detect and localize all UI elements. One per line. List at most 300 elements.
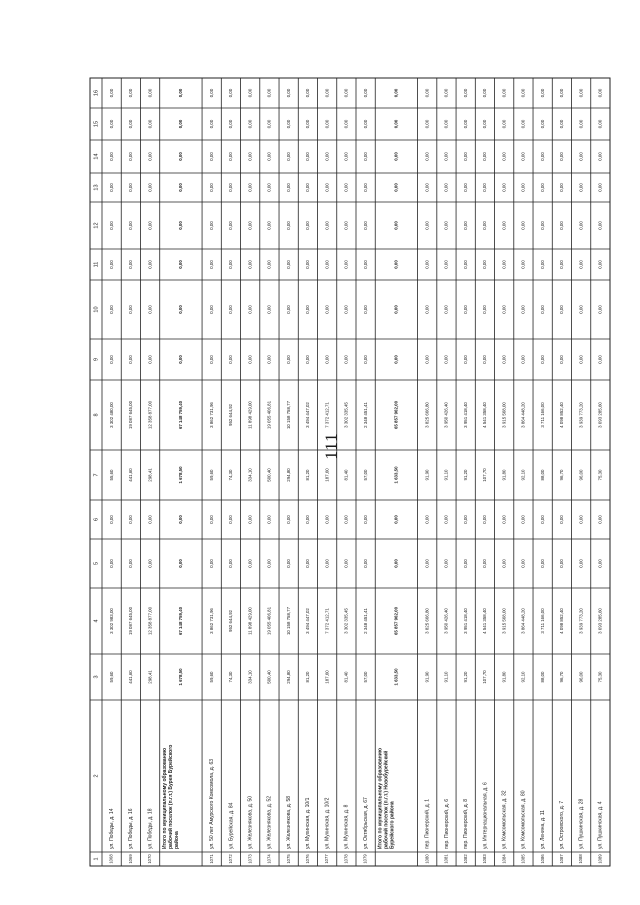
row-address: ул. Комсомольская, д. 80 bbox=[520, 790, 527, 849]
cell-col-10: 0,00 bbox=[482, 305, 488, 314]
cell-col-14: 0,00 bbox=[247, 152, 253, 161]
cell-col-11: 0,00 bbox=[343, 260, 349, 269]
cell-col-13: 0,00 bbox=[443, 183, 449, 192]
cell-col-14: 0,00 bbox=[362, 152, 368, 161]
cell-col-8: 3 494 447,02 bbox=[305, 402, 311, 428]
cell-col-8: 2 348 451,41 bbox=[362, 402, 368, 428]
cell-col-7: 81,40 bbox=[343, 469, 349, 481]
cell-col-9: 0,00 bbox=[520, 355, 526, 364]
cell-col-12: 0,00 bbox=[539, 221, 545, 230]
cell-col-13: 0,00 bbox=[482, 183, 488, 192]
cell-col-9: 0,00 bbox=[443, 355, 449, 364]
cell-col-16: 0,00 bbox=[266, 88, 272, 98]
cell-col-10: 0,00 bbox=[343, 305, 349, 314]
cell-col-14: 0,00 bbox=[462, 152, 468, 161]
row-address: ул. Победы, д. 18 bbox=[147, 808, 154, 849]
cell-col-7: 1 678,50 bbox=[178, 466, 184, 484]
cell-col-3: 75,30 bbox=[597, 671, 603, 683]
cell-col-4: 10 158 758,77 bbox=[285, 606, 291, 636]
cell-col-8: 4 541 358,40 bbox=[482, 402, 488, 428]
cell-col-15: 0,00 bbox=[597, 119, 603, 129]
cell-col-12: 0,00 bbox=[393, 221, 399, 230]
row-id: 1072 bbox=[228, 854, 234, 864]
cell-col-6: 0,00 bbox=[208, 515, 214, 524]
cell-col-10: 0,00 bbox=[228, 305, 234, 314]
cell-col-6: 0,00 bbox=[578, 515, 584, 524]
cell-col-16: 0,00 bbox=[324, 88, 330, 98]
cell-col-10: 0,00 bbox=[443, 305, 449, 314]
cell-col-13: 0,00 bbox=[362, 183, 368, 192]
row-address: ул. Интернациональная, д. 6 bbox=[482, 782, 489, 849]
cell-col-5: 0,00 bbox=[424, 559, 430, 568]
cell-col-8: 65 857 962,00 bbox=[393, 400, 399, 430]
row-id: 1089 bbox=[597, 854, 603, 864]
cell-col-3: 107,70 bbox=[482, 670, 488, 684]
row-address: ул. Железнякова, д. 58 bbox=[285, 795, 292, 849]
cell-col-15: 0,00 bbox=[559, 119, 565, 129]
cell-col-16: 0,00 bbox=[228, 88, 234, 98]
cell-col-4: 7 372 412,71 bbox=[324, 608, 330, 634]
cell-col-16: 0,00 bbox=[424, 88, 430, 98]
cell-col-15: 0,00 bbox=[208, 119, 214, 129]
cell-col-13: 0,00 bbox=[597, 183, 603, 192]
cell-col-12: 0,00 bbox=[324, 221, 330, 230]
cell-col-5: 0,00 bbox=[578, 559, 584, 568]
cell-col-15: 0,00 bbox=[443, 119, 449, 129]
cell-col-8: 11 898 429,00 bbox=[247, 401, 253, 429]
cell-col-16: 0,00 bbox=[597, 88, 603, 98]
cell-col-6: 0,00 bbox=[482, 515, 488, 524]
cell-col-6: 0,00 bbox=[362, 515, 368, 524]
cell-col-3: 92,10 bbox=[520, 671, 526, 683]
cell-col-12: 0,00 bbox=[443, 221, 449, 230]
cell-col-16: 0,00 bbox=[362, 88, 368, 98]
cell-col-7: 59,60 bbox=[208, 469, 214, 481]
cell-col-13: 0,00 bbox=[208, 183, 214, 192]
row-id: 1078 bbox=[343, 854, 349, 864]
cell-col-13: 0,00 bbox=[559, 183, 565, 192]
cell-col-5: 0,00 bbox=[285, 559, 291, 568]
cell-col-10: 0,00 bbox=[247, 305, 253, 314]
cell-col-5: 0,00 bbox=[362, 559, 368, 568]
cell-col-7: 57,00 bbox=[362, 469, 368, 481]
cell-col-7: 500,40 bbox=[266, 468, 272, 482]
cell-col-7: 1 633,50 bbox=[393, 466, 399, 484]
row-id: 1079 bbox=[362, 854, 368, 864]
cell-col-3: 57,00 bbox=[362, 671, 368, 683]
cell-col-15: 0,00 bbox=[108, 119, 114, 129]
cell-col-15: 0,00 bbox=[147, 119, 153, 129]
cell-col-12: 0,00 bbox=[462, 221, 468, 230]
cell-col-12: 0,00 bbox=[362, 221, 368, 230]
column-header-6: 6 bbox=[93, 517, 100, 522]
cell-col-3: 59,60 bbox=[208, 671, 214, 683]
cell-col-12: 0,00 bbox=[597, 221, 603, 230]
cell-col-3: 187,60 bbox=[324, 670, 330, 684]
cell-col-3: 91,20 bbox=[462, 671, 468, 683]
row-address: Итого по муниципальному образованию bbox=[162, 747, 169, 849]
row-id: 1069 bbox=[127, 854, 133, 864]
cell-col-11: 0,00 bbox=[147, 260, 153, 269]
column-header-7: 7 bbox=[93, 473, 100, 477]
cell-col-8: 7 372 412,71 bbox=[324, 402, 330, 428]
cell-col-11: 0,00 bbox=[424, 260, 430, 269]
page-number: 111 bbox=[321, 432, 341, 460]
row-id: 1076 bbox=[305, 854, 311, 864]
cell-col-14: 0,00 bbox=[482, 152, 488, 161]
cell-col-15: 0,00 bbox=[266, 119, 272, 129]
cell-col-11: 0,00 bbox=[208, 260, 214, 269]
cell-col-5: 0,00 bbox=[266, 559, 272, 568]
cell-col-13: 0,00 bbox=[462, 183, 468, 192]
cell-col-15: 0,00 bbox=[285, 119, 291, 129]
row-address: пер. Пионерский, д. 1 bbox=[424, 798, 431, 849]
cell-col-15: 0,00 bbox=[305, 119, 311, 129]
cell-col-9: 0,00 bbox=[501, 355, 507, 364]
cell-col-14: 0,00 bbox=[539, 152, 545, 161]
cell-col-4: 11 898 429,00 bbox=[247, 607, 253, 635]
cell-col-13: 0,00 bbox=[578, 183, 584, 192]
cell-col-11: 0,00 bbox=[108, 260, 114, 269]
cell-col-16: 0,00 bbox=[178, 88, 184, 98]
cell-col-3: 96,70 bbox=[559, 671, 565, 683]
cell-col-3: 81,40 bbox=[343, 671, 349, 683]
cell-col-4: 3 951 418,40 bbox=[462, 608, 468, 634]
cell-col-15: 0,00 bbox=[501, 119, 507, 129]
cell-col-4: 19 087 645,00 bbox=[128, 606, 134, 636]
cell-col-16: 0,00 bbox=[343, 88, 349, 98]
cell-col-3: 1 633,50 bbox=[393, 668, 399, 686]
row-address: ул. Мухинская, д. 10/2 bbox=[324, 797, 331, 849]
cell-col-7: 74,30 bbox=[228, 469, 234, 481]
cell-col-3: 1 678,50 bbox=[178, 668, 184, 686]
row-address: ул. Победы, д. 14 bbox=[108, 808, 115, 849]
cell-col-14: 0,00 bbox=[147, 152, 153, 161]
cell-col-8: 10 158 758,77 bbox=[285, 400, 291, 430]
cell-col-10: 0,00 bbox=[128, 305, 134, 314]
cell-col-6: 0,00 bbox=[597, 515, 603, 524]
cell-col-5: 0,00 bbox=[324, 559, 330, 568]
cell-col-10: 0,00 bbox=[208, 305, 214, 314]
cell-col-4: 4 541 358,40 bbox=[482, 608, 488, 634]
cell-col-13: 0,00 bbox=[228, 183, 234, 192]
cell-col-16: 0,00 bbox=[305, 88, 311, 98]
cell-col-7: 91,90 bbox=[424, 469, 430, 481]
cell-col-15: 0,00 bbox=[393, 119, 399, 129]
cell-col-11: 0,00 bbox=[597, 260, 603, 269]
cell-col-15: 0,00 bbox=[247, 119, 253, 129]
cell-col-13: 0,00 bbox=[305, 183, 311, 192]
cell-col-14: 0,00 bbox=[178, 152, 184, 161]
cell-col-15: 0,00 bbox=[482, 119, 488, 129]
cell-col-14: 0,00 bbox=[108, 152, 114, 161]
column-header-10: 10 bbox=[93, 306, 100, 313]
cell-col-14: 0,00 bbox=[285, 152, 291, 161]
cell-col-9: 0,00 bbox=[462, 355, 468, 364]
cell-col-5: 0,00 bbox=[247, 559, 253, 568]
row-id: 1085 bbox=[520, 854, 526, 864]
cell-col-11: 0,00 bbox=[578, 260, 584, 269]
cell-col-7: 91,20 bbox=[462, 469, 468, 481]
cell-col-8: 3 711 166,00 bbox=[539, 402, 545, 428]
cell-col-12: 0,00 bbox=[343, 221, 349, 230]
row-id: 1081 bbox=[443, 854, 449, 864]
cell-col-10: 0,00 bbox=[424, 305, 430, 314]
column-header-5: 5 bbox=[93, 561, 100, 566]
column-header-14: 14 bbox=[93, 153, 100, 160]
cell-col-5: 0,00 bbox=[305, 559, 311, 568]
cell-col-5: 0,00 bbox=[597, 559, 603, 568]
cell-col-11: 0,00 bbox=[393, 260, 399, 269]
cell-col-8: 3 864 448,20 bbox=[520, 402, 526, 428]
cell-col-9: 0,00 bbox=[178, 355, 184, 364]
cell-col-7: 441,60 bbox=[128, 468, 134, 482]
row-id: 1077 bbox=[324, 854, 330, 864]
cell-col-16: 0,00 bbox=[501, 88, 507, 98]
cell-col-12: 0,00 bbox=[482, 221, 488, 230]
row-address: рабочий поселок (п.г.т.) Новобурейский bbox=[383, 750, 390, 849]
cell-col-14: 0,00 bbox=[520, 152, 526, 161]
cell-col-6: 0,00 bbox=[266, 515, 272, 524]
cell-col-15: 0,00 bbox=[424, 119, 430, 129]
cell-col-10: 0,00 bbox=[578, 305, 584, 314]
row-address: района bbox=[174, 831, 181, 849]
cell-col-4: 952 644,92 bbox=[228, 610, 234, 632]
cell-col-11: 0,00 bbox=[539, 260, 545, 269]
cell-col-13: 0,00 bbox=[539, 183, 545, 192]
cell-col-11: 0,00 bbox=[178, 260, 184, 269]
cell-col-14: 0,00 bbox=[578, 152, 584, 161]
row-id: 1073 bbox=[247, 854, 253, 864]
cell-col-6: 0,00 bbox=[247, 515, 253, 524]
cell-col-15: 0,00 bbox=[178, 119, 184, 129]
cell-col-16: 0,00 bbox=[539, 88, 545, 98]
cell-col-13: 0,00 bbox=[285, 183, 291, 192]
cell-col-4: 3 862 731,96 bbox=[208, 608, 214, 634]
cell-col-7: 298,41 bbox=[147, 468, 153, 482]
cell-col-14: 0,00 bbox=[424, 152, 430, 161]
column-header-13: 13 bbox=[93, 184, 100, 191]
cell-col-14: 0,00 bbox=[501, 152, 507, 161]
cell-col-13: 0,00 bbox=[147, 183, 153, 192]
row-address: ул. Пушкинская, д. 4 bbox=[597, 801, 604, 849]
cell-col-7: 81,20 bbox=[305, 469, 311, 481]
cell-col-4: 67 148 759,40 bbox=[178, 606, 184, 636]
cell-col-7: 294,80 bbox=[285, 468, 291, 482]
cell-col-5: 0,00 bbox=[128, 559, 134, 568]
cell-col-9: 0,00 bbox=[393, 355, 399, 364]
cell-col-7: 91,10 bbox=[443, 469, 449, 481]
row-address: ул. Мухинская, д. 10/1 bbox=[305, 797, 312, 849]
cell-col-6: 0,00 bbox=[443, 515, 449, 524]
cell-col-6: 0,00 bbox=[559, 515, 565, 524]
row-address: рабочий поселок (п.г.т.) Бурея Бурейского bbox=[168, 744, 175, 849]
cell-col-15: 0,00 bbox=[128, 119, 134, 129]
cell-col-9: 0,00 bbox=[247, 355, 253, 364]
cell-col-10: 0,00 bbox=[520, 305, 526, 314]
cell-col-7: 96,70 bbox=[559, 469, 565, 481]
cell-col-15: 0,00 bbox=[539, 119, 545, 129]
cell-col-13: 0,00 bbox=[424, 183, 430, 192]
cell-col-13: 0,00 bbox=[324, 183, 330, 192]
cell-col-5: 0,00 bbox=[108, 559, 114, 568]
cell-col-6: 0,00 bbox=[228, 515, 234, 524]
cell-col-13: 0,00 bbox=[393, 183, 399, 192]
cell-col-4: 3 864 448,20 bbox=[520, 608, 526, 634]
cell-col-7: 96,00 bbox=[578, 469, 584, 481]
cell-col-13: 0,00 bbox=[178, 183, 184, 192]
cell-col-12: 0,00 bbox=[520, 221, 526, 230]
cell-col-5: 0,00 bbox=[178, 559, 184, 568]
cell-col-3: 81,20 bbox=[305, 671, 311, 683]
cell-col-8: 952 644,92 bbox=[228, 404, 234, 426]
cell-col-4: 3 939 773,20 bbox=[578, 608, 584, 634]
cell-col-12: 0,00 bbox=[178, 221, 184, 230]
cell-col-8: 67 148 759,40 bbox=[178, 400, 184, 430]
cell-col-16: 0,00 bbox=[285, 88, 291, 98]
cell-col-14: 0,00 bbox=[443, 152, 449, 161]
cell-col-14: 0,00 bbox=[343, 152, 349, 161]
cell-col-7: 88,00 bbox=[539, 469, 545, 481]
cell-col-14: 0,00 bbox=[305, 152, 311, 161]
cell-col-8: 3 862 731,96 bbox=[208, 402, 214, 428]
cell-col-14: 0,00 bbox=[128, 152, 134, 161]
cell-col-11: 0,00 bbox=[228, 260, 234, 269]
cell-col-10: 0,00 bbox=[305, 305, 311, 314]
row-address: ул. Победы, д. 16 bbox=[128, 808, 135, 849]
cell-col-11: 0,00 bbox=[305, 260, 311, 269]
row-id: 1086 bbox=[539, 854, 545, 864]
row-address: ул. Мухинская, д. 8 bbox=[343, 804, 350, 849]
row-address: ул. Железнякова, д. 50 bbox=[247, 795, 254, 849]
cell-col-3: 91,80 bbox=[501, 671, 507, 683]
cell-col-11: 0,00 bbox=[482, 260, 488, 269]
cell-col-6: 0,00 bbox=[520, 515, 526, 524]
row-address: Итого по муниципальному образованию bbox=[377, 747, 384, 849]
cell-col-6: 0,00 bbox=[424, 515, 430, 524]
cell-col-16: 0,00 bbox=[443, 88, 449, 98]
cell-col-12: 0,00 bbox=[501, 221, 507, 230]
cell-col-6: 0,00 bbox=[305, 515, 311, 524]
cell-col-8: 4 098 852,40 bbox=[559, 402, 565, 428]
cell-col-10: 0,00 bbox=[147, 305, 153, 314]
cell-col-15: 0,00 bbox=[362, 119, 368, 129]
cell-col-16: 0,00 bbox=[128, 88, 134, 98]
cell-col-10: 0,00 bbox=[539, 305, 545, 314]
cell-col-9: 0,00 bbox=[208, 355, 214, 364]
cell-col-5: 0,00 bbox=[343, 559, 349, 568]
cell-col-15: 0,00 bbox=[520, 119, 526, 129]
cell-col-4: 3 950 426,40 bbox=[443, 608, 449, 634]
cell-col-12: 0,00 bbox=[305, 221, 311, 230]
cell-col-8: 3 302 335,45 bbox=[343, 402, 349, 428]
cell-col-15: 0,00 bbox=[324, 119, 330, 129]
cell-col-10: 0,00 bbox=[462, 305, 468, 314]
cell-col-15: 0,00 bbox=[343, 119, 349, 129]
cell-col-4: 3 825 666,80 bbox=[424, 608, 430, 634]
cell-col-5: 0,00 bbox=[559, 559, 565, 568]
cell-col-9: 0,00 bbox=[108, 355, 114, 364]
cell-col-11: 0,00 bbox=[266, 260, 272, 269]
cell-col-13: 0,00 bbox=[128, 183, 134, 192]
cell-col-10: 0,00 bbox=[393, 305, 399, 314]
cell-col-13: 0,00 bbox=[520, 183, 526, 192]
cell-col-12: 0,00 bbox=[285, 221, 291, 230]
cell-col-6: 0,00 bbox=[147, 515, 153, 524]
cell-col-5: 0,00 bbox=[501, 559, 507, 568]
cell-col-9: 0,00 bbox=[147, 355, 153, 364]
cell-col-9: 0,00 bbox=[482, 355, 488, 364]
cell-col-10: 0,00 bbox=[324, 305, 330, 314]
cell-col-16: 0,00 bbox=[147, 88, 153, 98]
row-address: пер. Пионерский, д. 8 bbox=[463, 798, 470, 849]
cell-col-14: 0,00 bbox=[559, 152, 565, 161]
cell-col-7: 334,10 bbox=[247, 468, 253, 482]
cell-col-11: 0,00 bbox=[324, 260, 330, 269]
cell-col-3: 294,80 bbox=[285, 670, 291, 684]
cell-col-5: 0,00 bbox=[208, 559, 214, 568]
row-id: 1084 bbox=[501, 854, 507, 864]
cell-col-11: 0,00 bbox=[462, 260, 468, 269]
cell-col-7: 55,60 bbox=[108, 469, 114, 481]
cell-col-9: 0,00 bbox=[285, 355, 291, 364]
cell-col-8: 19 087 645,00 bbox=[128, 400, 134, 430]
cell-col-14: 0,00 bbox=[266, 152, 272, 161]
cell-col-12: 0,00 bbox=[208, 221, 214, 230]
cell-col-11: 0,00 bbox=[443, 260, 449, 269]
column-header-9: 9 bbox=[93, 357, 100, 362]
cell-col-3: 334,10 bbox=[247, 670, 253, 684]
cell-col-5: 0,00 bbox=[462, 559, 468, 568]
cell-col-7: 92,10 bbox=[520, 469, 526, 481]
cell-col-16: 0,00 bbox=[247, 88, 253, 98]
cell-col-14: 0,00 bbox=[228, 152, 234, 161]
row-address: ул. Пушкинская, д. 28 bbox=[578, 798, 585, 849]
cell-col-16: 0,00 bbox=[520, 88, 526, 98]
cell-col-3: 59,60 bbox=[108, 671, 114, 683]
cell-col-11: 0,00 bbox=[362, 260, 368, 269]
row-address: ул. Бурейская, д. 84 bbox=[228, 802, 235, 849]
cell-col-4: 3 494 447,02 bbox=[305, 608, 311, 634]
cell-col-15: 0,00 bbox=[578, 119, 584, 129]
cell-col-10: 0,00 bbox=[559, 305, 565, 314]
cell-col-16: 0,00 bbox=[208, 88, 214, 98]
row-id: 1071 bbox=[208, 854, 214, 864]
row-id: 1080 bbox=[424, 854, 430, 864]
cell-col-9: 0,00 bbox=[343, 355, 349, 364]
cell-col-4: 12 358 877,00 bbox=[147, 606, 153, 636]
cell-col-5: 0,00 bbox=[520, 559, 526, 568]
cell-col-12: 0,00 bbox=[559, 221, 565, 230]
row-id: 1088 bbox=[578, 854, 584, 864]
row-address: ул. Железнякова, д. 52 bbox=[266, 795, 273, 849]
cell-col-12: 0,00 bbox=[128, 221, 134, 230]
cell-col-3: 74,30 bbox=[228, 671, 234, 683]
cell-col-13: 0,00 bbox=[266, 183, 272, 192]
cell-col-16: 0,00 bbox=[393, 88, 399, 98]
row-address: пер. Пионерский, д. 6 bbox=[443, 798, 450, 849]
cell-col-9: 0,00 bbox=[305, 355, 311, 364]
cell-col-5: 0,00 bbox=[443, 559, 449, 568]
cell-col-16: 0,00 bbox=[482, 88, 488, 98]
column-header-3: 3 bbox=[93, 675, 100, 679]
cell-col-15: 0,00 bbox=[462, 119, 468, 129]
cell-col-10: 0,00 bbox=[108, 305, 114, 314]
cell-col-8: 3 915 568,00 bbox=[501, 402, 507, 428]
row-id: 1068 bbox=[108, 854, 114, 864]
cell-col-4: 3 302 335,45 bbox=[343, 608, 349, 634]
cell-col-4: 19 055 406,81 bbox=[266, 606, 272, 636]
